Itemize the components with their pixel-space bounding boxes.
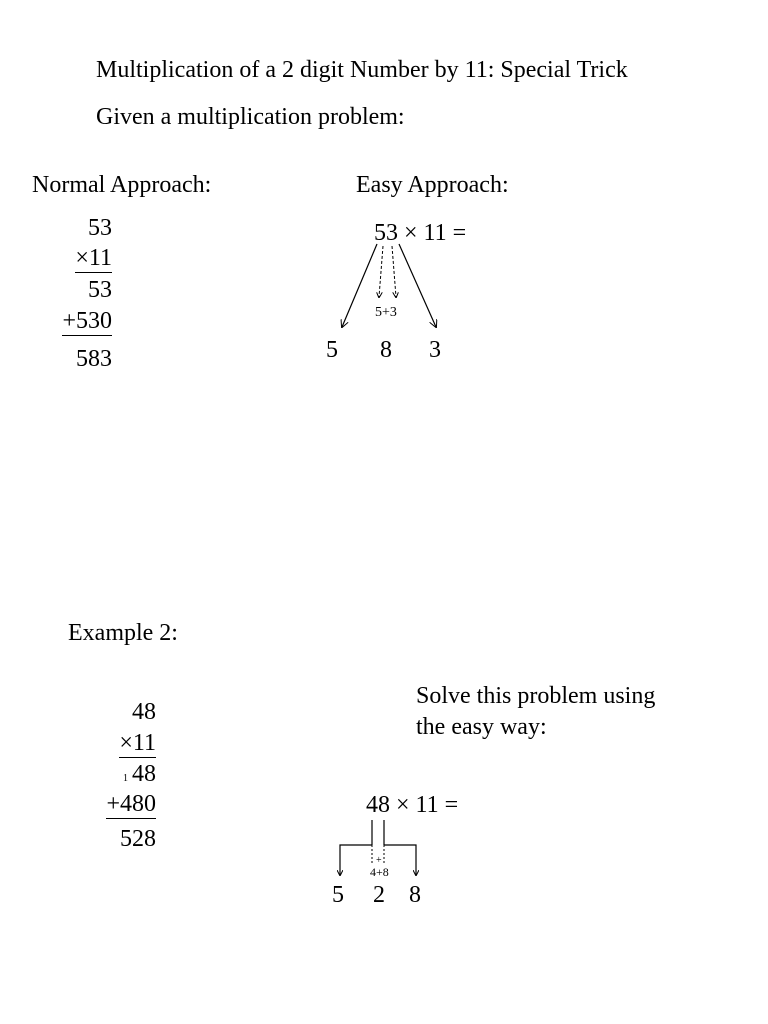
- example2-plus-mark: +: [376, 855, 382, 866]
- easy-middle-sum: 5+3: [375, 305, 397, 320]
- example2-carry: 1: [123, 773, 128, 784]
- normal-multiplier-text: ×11: [75, 245, 112, 271]
- intro-text: Given a multiplication problem:: [96, 104, 405, 130]
- normal-partial-2-text: +530: [62, 308, 112, 334]
- easy-arrow-left-icon: [342, 244, 377, 327]
- easy-result-digit-2: 8: [380, 337, 392, 363]
- example2-equation: 48 × 11 =: [366, 792, 459, 818]
- example2-instruction-line1: Solve this problem using: [416, 683, 656, 709]
- normal-result: 583: [76, 346, 112, 372]
- easy-arrows: [342, 244, 436, 327]
- example2-arrow-left-icon: [340, 845, 372, 875]
- easy-result-digit-1: 5: [326, 337, 338, 363]
- page-title: Multiplication of a 2 digit Number by 11: Special Trick: [96, 57, 628, 83]
- example2-heading: Example 2:: [68, 620, 178, 646]
- example2-result-digit-3: 8: [409, 882, 421, 908]
- example2-instruction-line2: the easy way:: [416, 714, 547, 740]
- example2-multiplier-text: ×11: [119, 730, 156, 756]
- normal-multiplicand: 53: [88, 215, 112, 241]
- easy-approach-heading: Easy Approach:: [356, 172, 509, 198]
- easy-dashed-arrow-1-icon: [379, 246, 383, 297]
- easy-result-digit-3: 3: [429, 337, 441, 363]
- normal-approach-heading: Normal Approach:: [32, 172, 212, 198]
- easy-dashed-arrow-2-icon: [392, 246, 396, 297]
- easy-arrow-right-icon: [399, 244, 436, 327]
- example2-result-digit-1: 5: [332, 882, 344, 908]
- example2-result: 528: [120, 826, 156, 852]
- example2-result-digit-2: 2: [373, 882, 385, 908]
- easy-equation: 53 × 11 =: [374, 220, 467, 246]
- normal-partial-1: 53: [88, 277, 112, 303]
- example2-middle-sum: 4+8: [370, 865, 389, 879]
- example2-arrow-right-icon: [384, 845, 416, 875]
- example2-partial-1: 48: [132, 761, 156, 787]
- example2-partial-2-text: +480: [106, 791, 156, 817]
- example2-multiplicand: 48: [132, 699, 156, 725]
- example2-arrows: [340, 820, 416, 875]
